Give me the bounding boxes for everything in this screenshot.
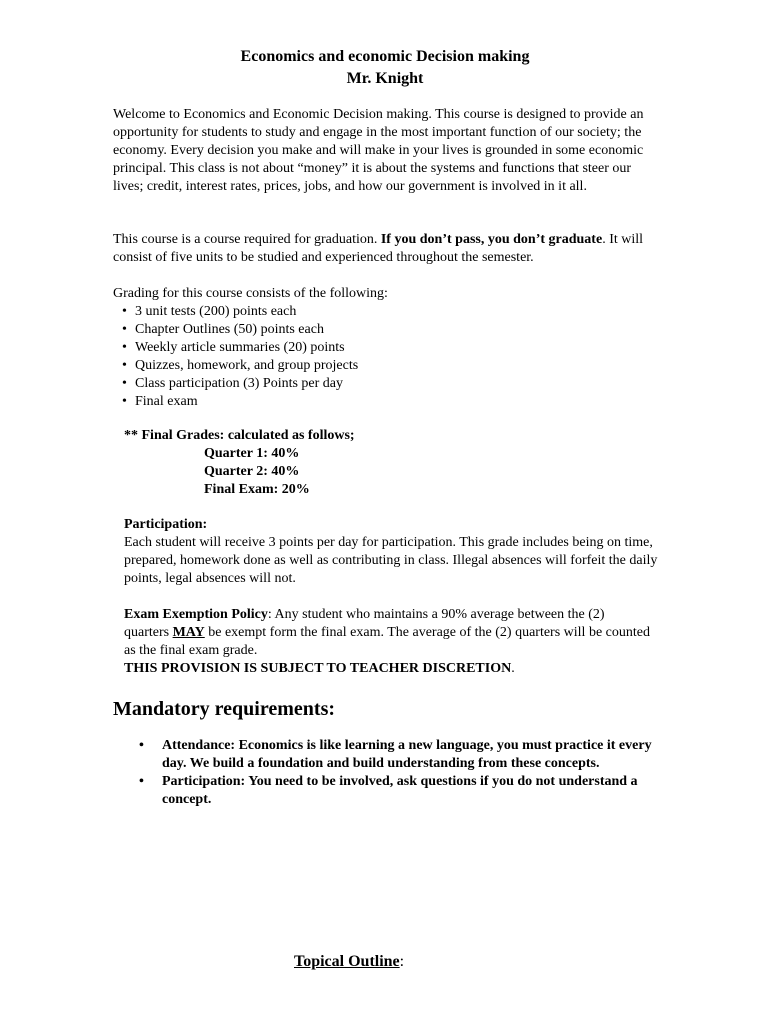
document-title xyxy=(0,46,770,90)
exemption-section xyxy=(124,606,650,678)
grading-intro: Grading for this course consists of the following: xyxy=(113,286,388,301)
topical-outline-label: Topical Outline xyxy=(294,953,400,970)
exemption-paragraph xyxy=(124,606,650,660)
mandatory-heading: Mandatory requirements: xyxy=(113,698,336,720)
mandatory-list xyxy=(113,737,661,809)
teacher-name: Mr. Knight xyxy=(346,70,424,87)
quarter-1-weight: Quarter 1: 40% xyxy=(204,446,300,461)
participation-section xyxy=(124,516,664,588)
participation-text: Each student will receive 3 points per day for participation. This grade includes being on time, prepared, homework done as well as contributing in class. Illegal absences will forfeit the daily points, legal absences will not. xyxy=(124,535,658,586)
provision-text: THIS PROVISION IS SUBJECT TO TEACHER DISCRETION xyxy=(124,661,512,676)
exemption-label: Exam Exemption Policy xyxy=(124,607,268,622)
grading-section xyxy=(113,285,633,411)
graduation-paragraph xyxy=(113,231,653,267)
graduation-warning: If you don’t pass, you don’t graduate xyxy=(380,232,603,247)
provision-line xyxy=(124,660,650,678)
exemption-text-a: : Any student who maintains a 90% average between the (2) quarters xyxy=(124,607,605,640)
provision-end: . xyxy=(511,661,515,676)
intro-paragraph: Welcome to Economics and Economic Decision making. This course is designed to provide an opportunity for students to study and engage in the most important function of our society; the economy. Every decision you make and will make in your lives is grounded in some economic principal. This class is not about “money” it is about the systems and functions that steer our lives; credit, interest rates, prices, jobs, and how our government is involved in it all. xyxy=(113,107,644,194)
grading-list xyxy=(113,303,633,411)
graduation-tail: . It will consist of five units to be studied and experienced throughout the semester. xyxy=(113,232,644,265)
final-grades-heading: ** Final Grades: calculated as follows; xyxy=(124,428,355,443)
list-item: • Weekly article summaries (20) points xyxy=(113,339,633,357)
participation-heading: Participation: xyxy=(124,517,208,532)
exemption-text-b: be exempt form the final exam. The average of the (2) quarters will be counted as the final exam grade. xyxy=(124,625,650,658)
list-item: • Final exam xyxy=(113,393,633,411)
list-item: • 3 unit tests (200) points each xyxy=(113,303,633,321)
list-item: • Chapter Outlines (50) points each xyxy=(113,321,633,339)
quarter-2-weight: Quarter 2: 40% xyxy=(204,464,300,479)
final-grades-section xyxy=(124,427,624,499)
graduation-lead: This course is a course required for graduation. xyxy=(113,232,381,247)
list-item: • Class participation (3) Points per day xyxy=(113,375,633,393)
list-item: • Participation: You need to be involved, ask questions if you do not understand a concept. xyxy=(113,773,661,809)
topical-outline-colon: : xyxy=(399,953,405,970)
list-item: • Attendance: Economics is like learning a new language, you must practice it every day. We build a foundation and build understanding from these concepts. xyxy=(113,737,661,773)
list-item: • Quizzes, homework, and group projects xyxy=(113,357,633,375)
exemption-may: MAY xyxy=(172,625,205,640)
course-title: Economics and economic Decision making xyxy=(240,48,530,65)
topical-outline-heading xyxy=(294,953,404,971)
final-exam-weight: Final Exam: 20% xyxy=(204,482,310,497)
